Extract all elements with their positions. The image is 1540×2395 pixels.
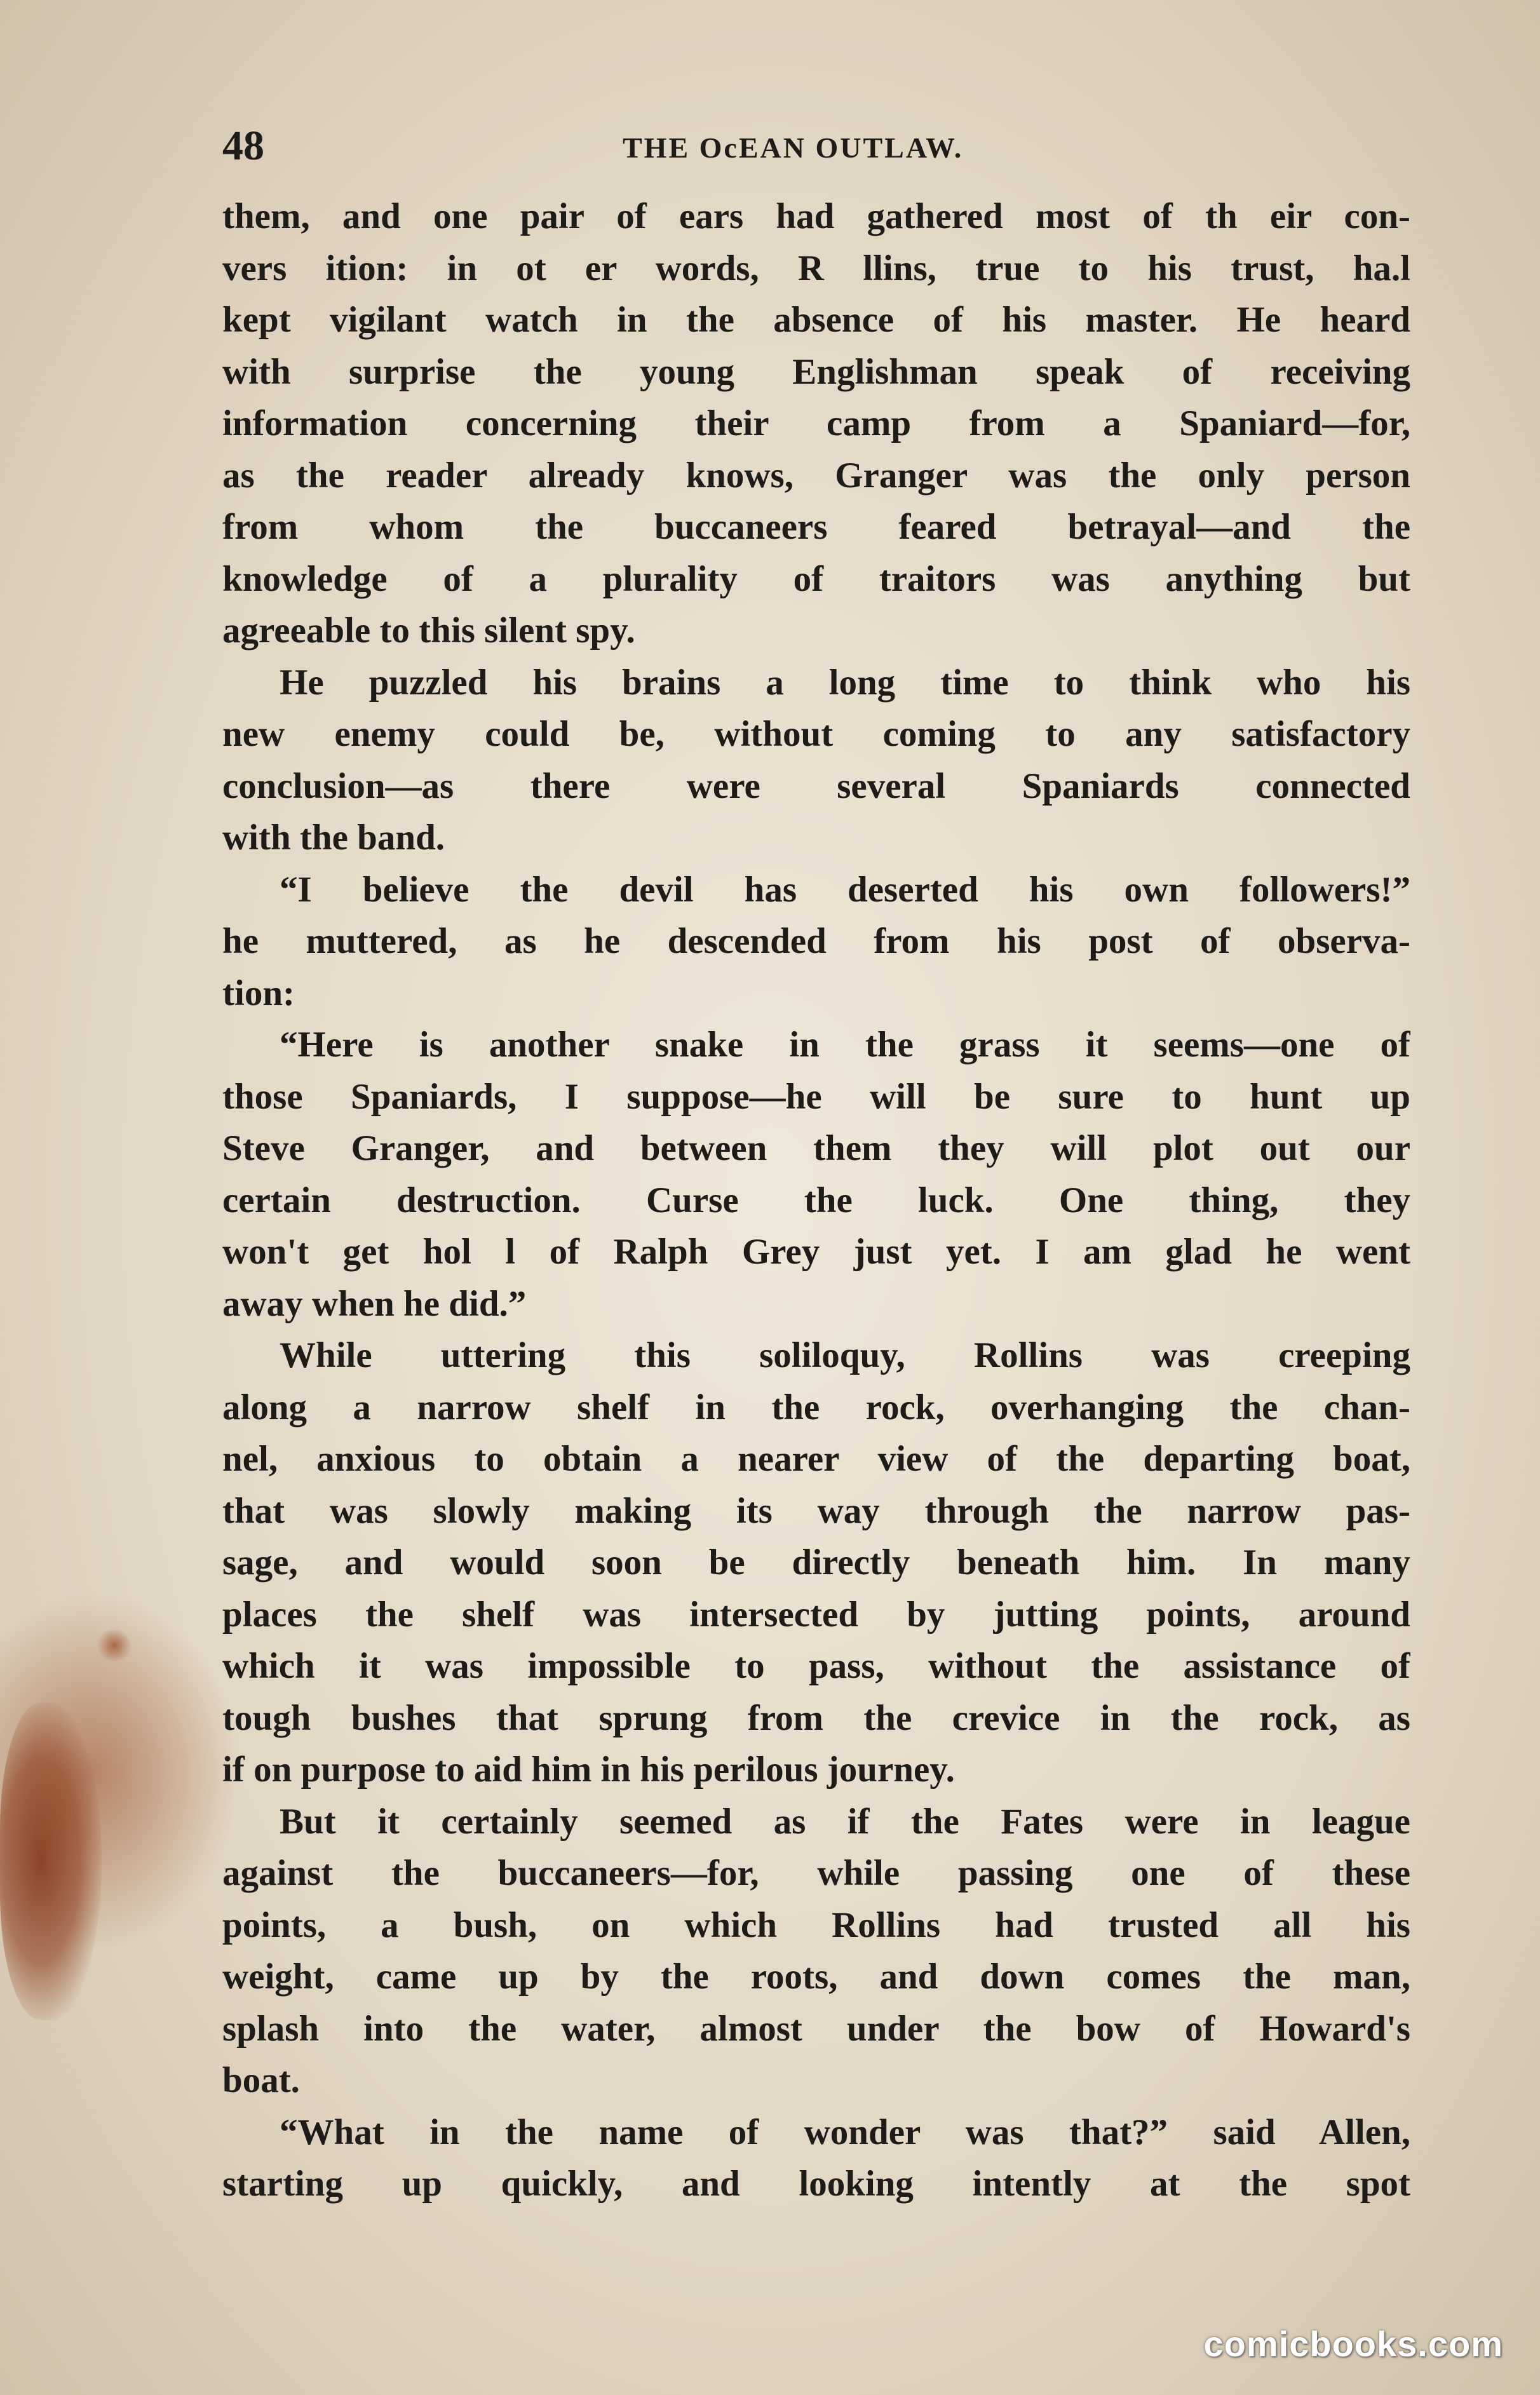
text-line: information concerning their camp from a Spaniard—for, (222, 403, 1410, 443)
text-line: splash into the water, almost under the bow of Howard's (222, 2008, 1410, 2049)
text-line: with surprise the young Englishman speak of receiving (222, 351, 1410, 392)
text-line: along a narrow shelf in the rock, overhanging the chan- (222, 1387, 1410, 1427)
text-line: vers ition: in ot er words, R llins, true to his trust, ha.l (222, 248, 1410, 288)
text-line: if on purpose to aid him in his perilous journey. (222, 1750, 955, 1790)
text-line: conclusion—as there were several Spaniards connected (222, 766, 1410, 806)
text-line: Steve Granger, and between them they will plot out our (222, 1128, 1410, 1168)
text-line: “Here is another snake in the grass it seems—one of (280, 1025, 1410, 1065)
text-line: While uttering this soliloquy, Rollins was creeping (280, 1335, 1410, 1375)
text-line: nel, anxious to obtain a nearer view of the departing boat, (222, 1439, 1410, 1479)
watermark: comicbooks.com (1203, 2324, 1503, 2364)
text-line: he muttered, as he descended from his post of observa- (222, 921, 1410, 961)
text-line: against the buccaneers—for, while passing one of these (222, 1853, 1410, 1893)
text-line: But it certainly seemed as if the Fates were in league (280, 1801, 1410, 1842)
text-line: certain destruction. Curse the luck. One thing, they (222, 1180, 1410, 1220)
text-line: starting up quickly, and looking intently at the spot (222, 2164, 1410, 2204)
text-line: from whom the buccaneers feared betrayal—and the (222, 507, 1410, 547)
text-line: agreeable to this silent spy. (222, 611, 635, 651)
text-line: tough bushes that sprung from the crevice in the rock, as (222, 1697, 1410, 1738)
text-line: new enemy could be, without coming to any satisfactory (222, 714, 1410, 754)
text-line: with the band. (222, 818, 445, 858)
water-stain (0, 1703, 102, 2020)
text-line: kept vigilant watch in the absence of his master. He heard (222, 300, 1410, 340)
text-line: them, and one pair of ears had gathered most of th eir con- (222, 196, 1410, 236)
page-number: 48 (222, 123, 264, 169)
text-line: places the shelf was intersected by jutting points, around (222, 1594, 1410, 1635)
text-line: tion: (222, 973, 295, 1013)
text-line: boat. (222, 2060, 300, 2100)
text-line: as the reader already knows, Granger was the only person (222, 455, 1410, 496)
text-line: “What in the name of wonder was that?” said Allen, (280, 2112, 1410, 2152)
text-line: weight, came up by the roots, and down comes the man, (222, 1957, 1410, 1997)
text-line: He puzzled his brains a long time to think who his (280, 662, 1410, 703)
text-line: “I believe the devil has deserted his own followers!” (280, 869, 1410, 910)
water-stain-small (95, 1629, 133, 1661)
text-line: sage, and would soon be directly beneath him. In many (222, 1542, 1410, 1582)
text-line: those Spaniards, I suppose—he will be sure to hunt up (222, 1076, 1410, 1117)
page-header (222, 122, 1410, 179)
text-line: which it was impossible to pass, without the assistance of (222, 1646, 1410, 1686)
body-text (222, 191, 1410, 2210)
text-line: that was slowly making its way through the narrow pas- (222, 1490, 1410, 1531)
text-line: points, a bush, on which Rollins had trusted all his (222, 1905, 1410, 1945)
text-line: won't get hol l of Ralph Grey just yet. I am glad he went (222, 1232, 1410, 1272)
running-title: THE OcEAN OUTLAW. (623, 132, 964, 164)
text-line: away when he did.” (222, 1283, 527, 1324)
text-line: knowledge of a plurality of traitors was anything but (222, 558, 1410, 599)
